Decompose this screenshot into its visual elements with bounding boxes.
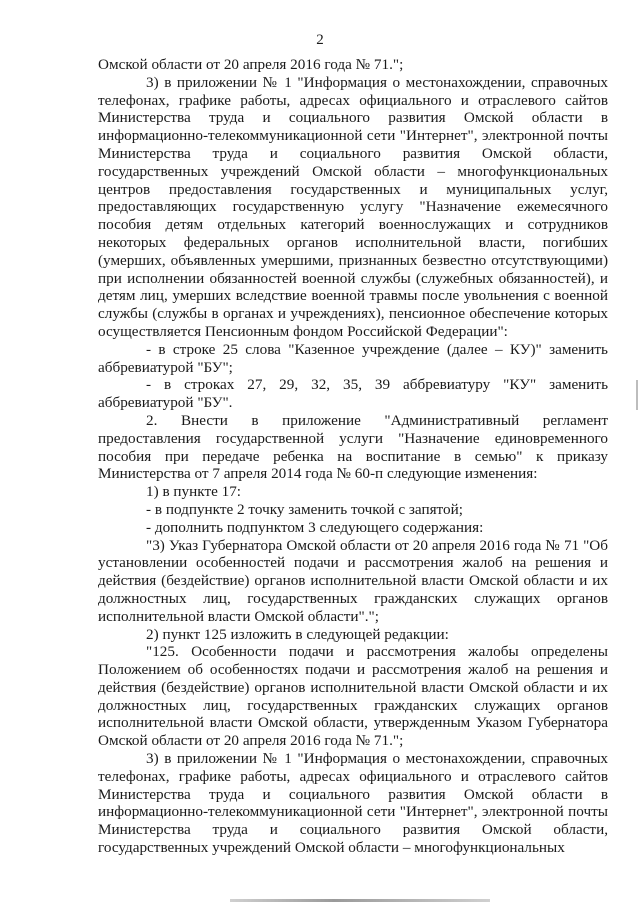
paragraph-subpoint-3: - дополнить подпунктом 3 следующего содержания: [146, 518, 484, 536]
paragraph-item-3-appendix-1: 3) в приложении № 1 "Информация о местонахождении, справочных телефонах, графике работы, адресах официального и отраслевого сайтов Министерства труда и социального развития Омской области в информационно-телекоммуникационной сети "Интернет", электронной почты Министерства труда и социального развития Омской области, государственных учреждений Омской области – многофункциональных центров предоставления государственных и муниципальных услуг, предоставляющих государственную услугу "Назначение ежемесячного пособия детям отдельных категорий военнослужащих и сотрудников некоторых федеральных органов исполнительной власти, погибших (умерших, объявленных умершими, признанных безвестно отсутствующими) при исполнении обязанностей военной службы (служебных обязанностей), и детям лиц, умерших вследствие военной травмы после увольнения с военной службы (службы в органах и учреждениях), пенсионное обеспечение которых осуществляется Пенсионным фондом Российской Федерации": [98, 73, 608, 340]
paragraph-point-17: 1) в пункте 17: [146, 483, 242, 501]
paragraph-point-125: 2) пункт 125 изложить в следующей редакции: [146, 625, 449, 643]
paragraph-item-3-appendix-1-repeat: 3) в приложении № 1 "Информация о местонахождении, справочных телефонах, графике работы, адресах официального и отраслевого сайтов Министерства труда и социального развития Омской области в информационно-телекоммуникационной сети "Интернет", электронной почты Министерства труда и социального развития Омской области, государственных учреждений Омской области – многофункциональных [98, 750, 608, 857]
paragraph-continuation: Омской области от 20 апреля 2016 года № 71."; [98, 56, 404, 73]
document-body [98, 56, 608, 857]
scan-edge-mark [636, 380, 638, 410]
paragraph-row-25-change: - в строке 25 слова "Казенное учреждение (далее – КУ)" заменить аббревиатурой "БУ"; [98, 340, 608, 376]
page-number: 2 [316, 32, 324, 48]
paragraph-rows-change: - в строках 27, 29, 32, 35, 39 аббревиатуру "КУ" заменить аббревиатурой "БУ". [98, 376, 608, 412]
paragraph-point-125-text: "125. Особенности подачи и рассмотрения жалобы определены Положением об особенностях подачи и рассмотрения жалоб на решения и действия (бездействие) органов исполнительной власти Омской области и их должностных лиц, государственных гражданских служащих органов исполнительной власти Омской области, утвержденным Указом Губернатора Омской области от 20 апреля 2016 года № 71."; [98, 643, 608, 750]
paragraph-decree-quote: "3) Указ Губернатора Омской области от 20 апреля 2016 года № 71 "Об установлении особенностей подачи и рассмотрения жалоб на решения и действия (бездействие) органов исполнительной власти Омской области и их должностных лиц, государственных гражданских служащих органов исполнительной власти Омской области"."; [98, 536, 608, 625]
paragraph-section-2: 2. Внести в приложение "Административный регламент предоставления государственной услуги "Назначение единовременного пособия при передаче ребенка на воспитание в семью" к приказу Министерства от 7 апреля 2014 года № 60-п следующие изменения: [98, 411, 608, 483]
paragraph-subpoint-2: - в подпункте 2 точку заменить точкой с запятой; [146, 500, 463, 518]
scan-bottom-mark [230, 899, 490, 902]
